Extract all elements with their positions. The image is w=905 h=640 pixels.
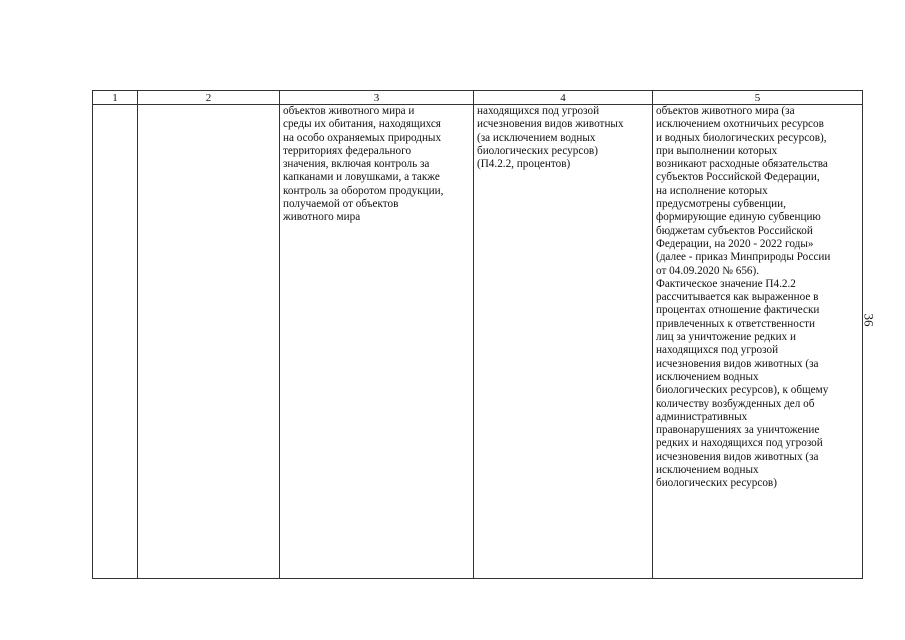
header-col-3: 3 [280, 91, 474, 105]
cell-col-5: объектов животного мира (за исключением охотничьих ресурсов и водных биологических ресурсов), при выполнении которых возникают расходные обязательства субъектов Российской Федерации, на исполнение которых предусмотрены субвенции, формирующие единую субвенцию бюджетам субъектов Российской Федерации, на 2020 - 2022 годы» (далее - приказ Минприроды России от 04.09.2020 № 656). Фактическое значение П4.2.2 рассчитывается как выраженное в процентах отношение фактически привлеченных к ответственности лиц за уничтожение редких и находящихся под угрозой исчезновения видов животных (за исключением водных биологических ресурсов), к общему количеству возбужденных дел об административных правонарушениях за уничтожение редких и находящихся под угрозой исчезновения видов животных (за исключением водных биологических ресурсов) [653, 105, 863, 579]
header-col-2: 2 [138, 91, 280, 105]
header-col-1: 1 [93, 91, 138, 105]
header-col-4: 4 [474, 91, 653, 105]
cell-col-1 [93, 105, 138, 579]
header-row [93, 91, 863, 105]
cell-col-3: объектов животного мира и среды их обитания, находящихся на особо охраняемых природных территориях федерального значения, включая контроль за капканами и ловушками, а также контроль за оборотом продукции, получаемой от объектов животного мира [280, 105, 474, 579]
document-table [92, 90, 863, 579]
cell-col-2 [138, 105, 280, 579]
page-number: 36 [861, 313, 877, 327]
table-row [93, 105, 863, 579]
cell-col-4: находящихся под угрозой исчезновения видов животных (за исключением водных биологических ресурсов) (П4.2.2, процентов) [474, 105, 653, 579]
header-col-5: 5 [653, 91, 863, 105]
